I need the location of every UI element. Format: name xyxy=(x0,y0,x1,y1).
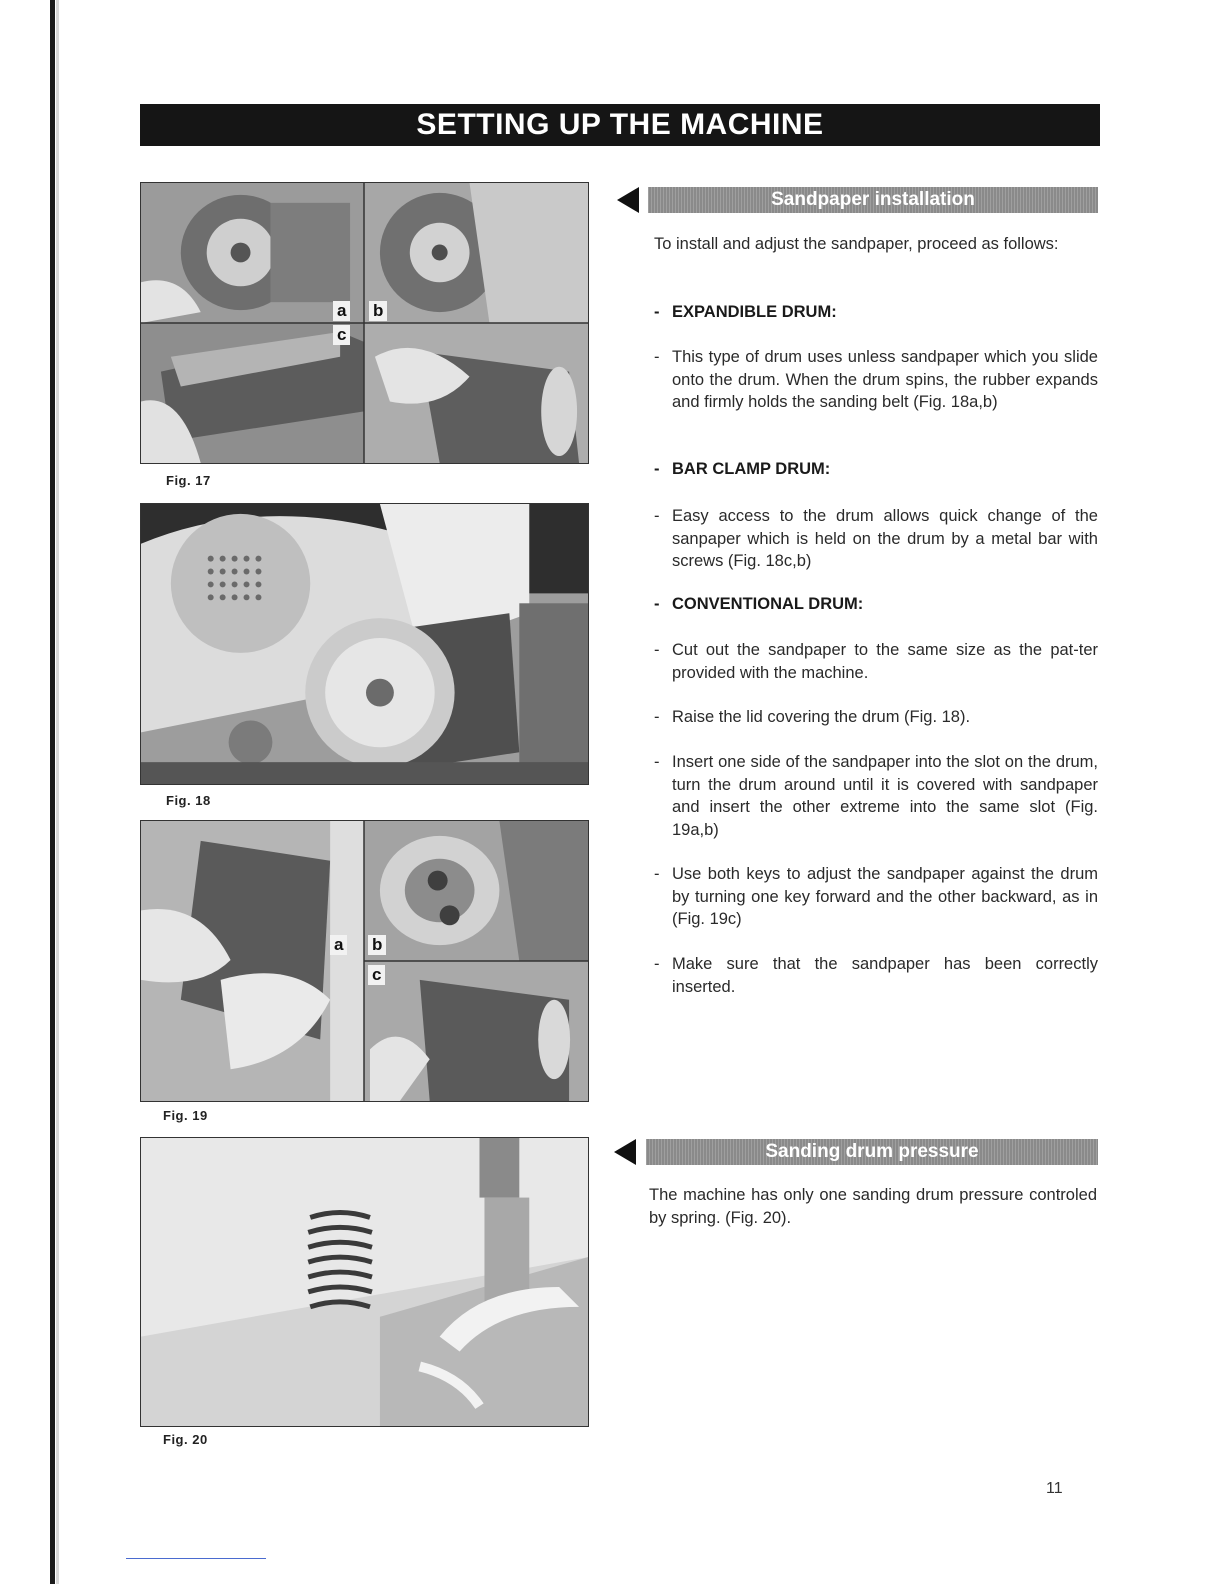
item-text: This type of drum uses unless sandpaper which you slide onto the drum. When the drum spins, the rubber expands and firmly holds the sanding belt (Fig. 18a,b) xyxy=(672,348,1098,411)
fig-19-label-b: b xyxy=(368,935,386,955)
footer-rule xyxy=(126,1558,266,1559)
conventional-drum-heading xyxy=(654,593,1098,616)
fig-17-label-c: c xyxy=(333,325,350,345)
pressure-intro-text: The machine has only one sanding drum pressure controled by spring. (Fig. 20). xyxy=(649,1186,1097,1227)
fig-17-label-b: b xyxy=(369,301,387,321)
item-text: EXPANDIBLE DRUM: xyxy=(672,303,837,321)
list-item xyxy=(654,953,1098,998)
fig-17-label-a: a xyxy=(333,301,350,321)
pressure-intro xyxy=(649,1184,1097,1229)
list-item xyxy=(654,505,1098,573)
list-item xyxy=(654,346,1098,414)
bullet-dash: - xyxy=(654,865,660,883)
sandpaper-section-arrow xyxy=(617,187,639,213)
item-text: Use both keys to adjust the sandpaper against the drum by turning one key forward and the other backward, as in (Fig. 19c) xyxy=(672,865,1098,928)
sandpaper-intro xyxy=(654,233,1098,256)
bullet-dash: - xyxy=(654,955,660,973)
item-text: BAR CLAMP DRUM: xyxy=(672,460,831,478)
fig-18-caption: Fig. 18 xyxy=(166,793,211,808)
item-text: Raise the lid covering the drum (Fig. 18). xyxy=(672,708,971,726)
item-text: Insert one side of the sandpaper into the slot on the drum, turn the drum around until it is covered with sandpaper and insert the other extreme into the same slot (Fig. 19a,b) xyxy=(672,753,1098,839)
bullet-dash: - xyxy=(654,708,660,726)
page-title: SETTING UP THE MACHINE xyxy=(140,104,1100,146)
binding-edge-shadow xyxy=(56,0,59,1584)
page-number: 11 xyxy=(1046,1480,1063,1497)
bullet-dash: - xyxy=(654,753,660,771)
pressure-section-arrow xyxy=(614,1139,636,1165)
fig-19-caption: Fig. 19 xyxy=(163,1108,208,1123)
bullet-dash: - xyxy=(654,348,660,366)
bullet-dash: - xyxy=(654,507,660,525)
sandpaper-section-title: Sandpaper installation xyxy=(648,187,1098,213)
fig-17-caption: Fig. 17 xyxy=(166,473,211,488)
list-item xyxy=(654,751,1098,841)
bullet-dash: - xyxy=(654,460,660,478)
sandpaper-intro-text: To install and adjust the sandpaper, proceed as follows: xyxy=(654,235,1059,253)
list-item xyxy=(654,639,1098,684)
binding-edge xyxy=(50,0,55,1584)
pressure-section-title: Sanding drum pressure xyxy=(646,1139,1098,1165)
item-text: CONVENTIONAL DRUM: xyxy=(672,595,864,613)
fig-20-caption: Fig. 20 xyxy=(163,1432,208,1447)
fig-19-label-a: a xyxy=(330,935,347,955)
list-item xyxy=(654,706,1098,729)
fig-19-photo xyxy=(140,820,589,1102)
fig-17-photo xyxy=(140,182,589,464)
fig-18-photo xyxy=(140,503,589,785)
bullet-dash: - xyxy=(654,641,660,659)
item-text: Cut out the sandpaper to the same size as the pat-ter provided with the machine. xyxy=(672,641,1098,682)
item-text: Easy access to the drum allows quick change of the sanpaper which is held on the drum by a metal bar with screws (Fig. 18c,b) xyxy=(672,507,1098,570)
bullet-dash: - xyxy=(654,595,660,613)
list-item xyxy=(654,863,1098,931)
item-text: Make sure that the sandpaper has been correctly inserted. xyxy=(672,955,1098,996)
fig-20-photo xyxy=(140,1137,589,1427)
expandible-drum-heading xyxy=(654,301,1098,324)
fig-19-label-c: c xyxy=(368,965,385,985)
bullet-dash: - xyxy=(654,303,660,321)
bar-clamp-drum-heading xyxy=(654,458,1098,481)
